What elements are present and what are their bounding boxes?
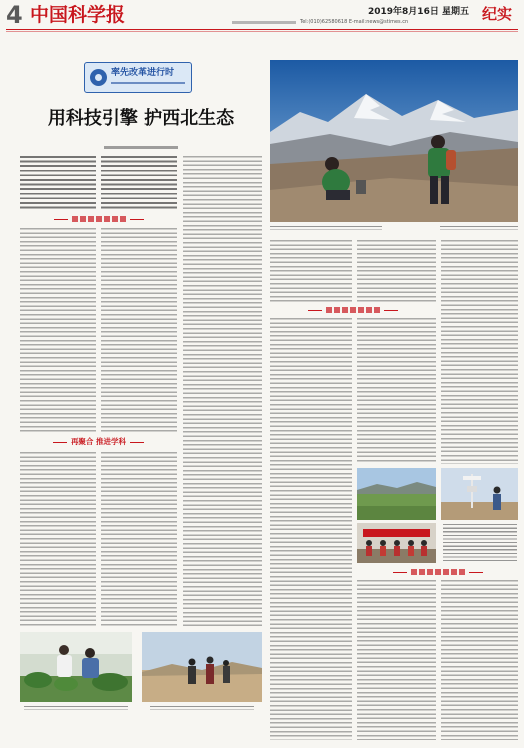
- article-byline: [104, 146, 178, 149]
- right-body-column-2: [357, 240, 436, 302]
- section-heading-3-label: [326, 307, 380, 313]
- series-badge-subtitle: [111, 82, 185, 84]
- lead-photo-credit: [440, 226, 518, 230]
- right-body-column-1-cont: [270, 318, 352, 740]
- masthead-rule: [6, 29, 518, 30]
- heading-rule-right: [469, 572, 483, 573]
- issue-date: 2019年8月16日 星期五: [368, 7, 469, 17]
- right-body-column-1: [270, 240, 352, 302]
- body-column-2-cont: [101, 452, 177, 628]
- series-badge-title: 率先改革进行时: [111, 68, 175, 78]
- photo-caption-station: [443, 524, 517, 562]
- heading-rule-left: [54, 219, 68, 220]
- heading-rule-right: [130, 442, 144, 443]
- series-badge: [84, 62, 192, 93]
- section-heading-4: [357, 567, 518, 577]
- photo-team-group: [357, 523, 436, 563]
- heading-rule-left: [308, 310, 322, 311]
- photo-caption-left: [24, 706, 128, 710]
- cas-emblem-icon: [90, 69, 107, 86]
- right-body-column-2-cont: [357, 318, 436, 464]
- section-heading-2-label: 再聚合 推进学科: [70, 437, 127, 446]
- body-column-2: [101, 228, 177, 433]
- photo-grassland: [357, 468, 436, 520]
- heading-rule-right: [384, 310, 398, 311]
- heading-rule-left: [393, 572, 407, 573]
- body-column-1: [20, 228, 96, 433]
- heading-rule-left: [53, 442, 67, 443]
- section-heading-2: [20, 437, 177, 447]
- lead-photo-mountain-survey: [270, 60, 518, 222]
- section-heading-3: [270, 305, 436, 315]
- contact-info: Tel:(010)62580618 E-mail:news@stimes.cn: [300, 19, 409, 25]
- photo-caption-right: [150, 706, 254, 710]
- article-headline: 用科技引擎 护西北生态: [47, 108, 235, 129]
- heading-rule-right: [130, 219, 144, 220]
- newspaper-logo: 中国科学报: [30, 4, 126, 26]
- intro-column-2: [101, 156, 177, 210]
- photo-monitoring-station: [441, 468, 518, 520]
- intro-column-1: [20, 156, 96, 210]
- section-heading-4-label: [411, 569, 465, 575]
- right-body-column-3-end: [441, 580, 518, 740]
- photo-field-team: [142, 632, 262, 702]
- section-heading-1: [20, 214, 177, 224]
- lead-photo-caption: [270, 226, 382, 230]
- editor-credits: [232, 21, 296, 24]
- body-column-1-cont: [20, 452, 96, 628]
- body-column-3: [183, 156, 262, 628]
- masthead-rule-thin: [6, 31, 518, 32]
- section-heading-1-label: [72, 216, 126, 222]
- right-body-column-3: [441, 240, 518, 464]
- section-tag: 纪实: [481, 5, 512, 23]
- photo-greenhouse-researchers: [20, 632, 132, 702]
- right-body-column-2-end: [357, 580, 436, 740]
- page-number: 4: [6, 1, 23, 29]
